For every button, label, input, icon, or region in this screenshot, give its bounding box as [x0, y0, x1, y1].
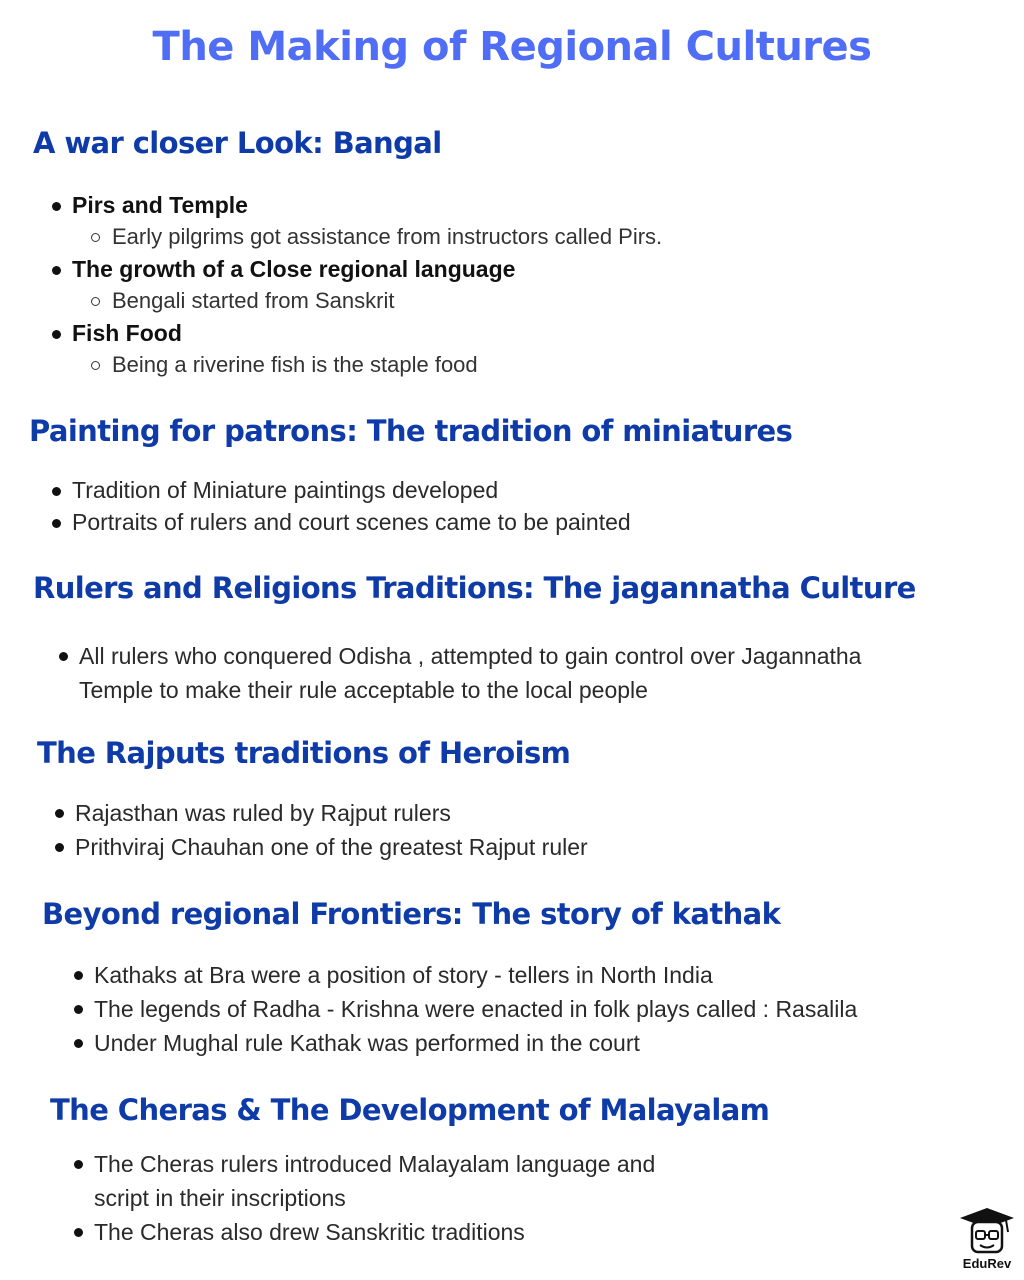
list-item-line: All rulers who conquered Odisha , attempted to gain control over Jagannatha — [79, 643, 862, 669]
rajputs-list — [53, 796, 588, 864]
list-item: Tradition of Miniature paintings developed — [50, 474, 631, 506]
section-heading-cheras: The Cheras & The Development of Malayalam — [50, 1093, 770, 1127]
list-item: The Cheras also drew Sanskritic traditions — [72, 1215, 655, 1249]
list-item-line: The Cheras rulers introduced Malayalam language and — [94, 1151, 656, 1177]
logo-text: EduRev — [962, 1256, 1012, 1271]
page-title: The Making of Regional Cultures — [152, 24, 872, 70]
section-heading-miniatures: Painting for patrons: The tradition of miniatures — [29, 414, 793, 448]
list-item: Rajasthan was ruled by Rajput rulers — [53, 796, 588, 830]
section-heading-jagannatha: Rulers and Religions Traditions: The jagannatha Culture — [33, 571, 916, 605]
list-item: Pirs and Temple — [50, 189, 662, 221]
graduation-cap-mascot-icon — [958, 1206, 1016, 1256]
sub-list-item: Bengali started from Sanskrit — [50, 285, 662, 317]
miniatures-list — [50, 474, 631, 538]
list-item-line: Temple to make their rule acceptable to the local people — [79, 677, 648, 703]
section-heading-bengal: A war closer Look: Bangal — [33, 126, 442, 160]
list-item: Portraits of rulers and court scenes came to be painted — [50, 506, 631, 538]
list-item: The legends of Radha - Krishna were enacted in folk plays called : Rasalila — [72, 992, 857, 1026]
list-item: Fish Food — [50, 317, 662, 349]
list-item: Prithviraj Chauhan one of the greatest Rajput ruler — [53, 830, 588, 864]
sub-list-item: Early pilgrims got assistance from instructors called Pirs. — [50, 221, 662, 253]
list-item-line: script in their inscriptions — [94, 1185, 346, 1211]
cheras-list — [72, 1147, 655, 1249]
bengal-list — [50, 189, 662, 381]
section-heading-rajputs: The Rajputs traditions of Heroism — [37, 736, 571, 770]
edurev-logo — [958, 1206, 1016, 1276]
list-item — [57, 639, 861, 707]
kathak-list — [72, 958, 857, 1060]
section-heading-kathak: Beyond regional Frontiers: The story of kathak — [42, 897, 781, 931]
list-item: Under Mughal rule Kathak was performed in the court — [72, 1026, 857, 1060]
sub-list-item: Being a riverine fish is the staple food — [50, 349, 662, 381]
list-item: The growth of a Close regional language — [50, 253, 662, 285]
list-item — [72, 1147, 655, 1215]
list-item: Kathaks at Bra were a position of story - tellers in North India — [72, 958, 857, 992]
jagannatha-list — [57, 639, 861, 707]
